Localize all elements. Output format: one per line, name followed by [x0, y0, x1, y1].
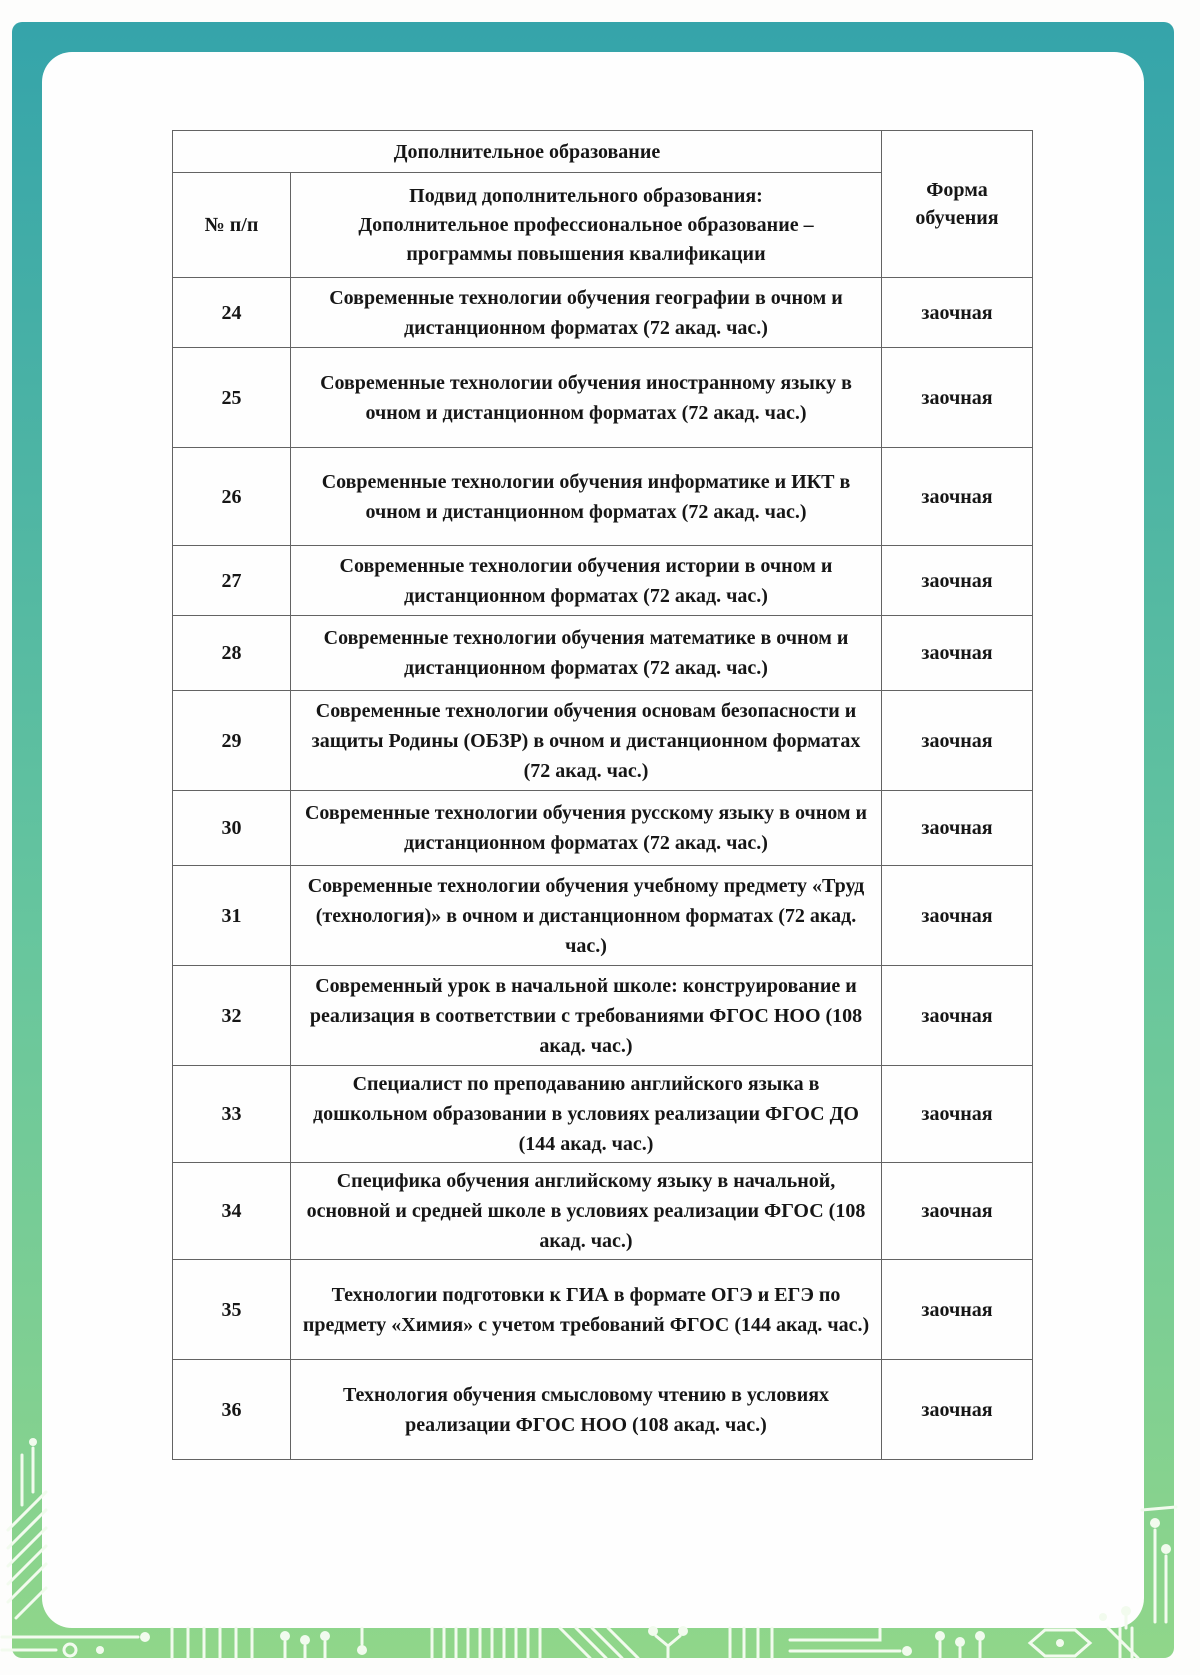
- row-number-cell: 31: [173, 866, 291, 966]
- education-programs-table: [172, 130, 1033, 1460]
- program-name-cell: Современные технологии обучения истории в очном и дистанционном форматах (72 акад. час.): [291, 546, 882, 616]
- column-header-form: [882, 131, 1033, 278]
- study-form-cell: заочная: [882, 1360, 1033, 1460]
- row-number-cell: 26: [173, 448, 291, 546]
- column-header-program: [291, 173, 882, 278]
- row-number-cell: 30: [173, 791, 291, 866]
- table-section-title: Дополнительное образование: [173, 131, 882, 173]
- study-form-cell: заочная: [882, 966, 1033, 1066]
- table-row: [173, 348, 1033, 448]
- study-form-cell: заочная: [882, 348, 1033, 448]
- table-row: [173, 448, 1033, 546]
- column-header-form-label: Форма обучения: [915, 179, 999, 229]
- row-number-cell: 33: [173, 1066, 291, 1163]
- column-header-num: № п/п: [173, 173, 291, 278]
- row-number-cell: 35: [173, 1260, 291, 1360]
- program-name-cell: Современные технологии обучения русскому языку в очном и дистанционном форматах (72 акад. час.): [291, 791, 882, 866]
- program-name-cell: Современные технологии обучения математике в очном и дистанционном форматах (72 акад. час.): [291, 616, 882, 691]
- program-name-cell: Современные технологии обучения информатике и ИКТ в очном и дистанционном форматах (72 акад. час.): [291, 448, 882, 546]
- program-name-cell: Современный урок в начальной школе: конструирование и реализация в соответствии с требованиями ФГОС НОО (108 акад. час.): [291, 966, 882, 1066]
- program-name-cell: Технологии подготовки к ГИА в формате ОГЭ и ЕГЭ по предмету «Химия» с учетом требований ФГОС (144 акад. час.): [291, 1260, 882, 1360]
- study-form-cell: заочная: [882, 1066, 1033, 1163]
- study-form-cell: заочная: [882, 866, 1033, 966]
- row-number-cell: 27: [173, 546, 291, 616]
- table-row: [173, 1066, 1033, 1163]
- table-row: [173, 791, 1033, 866]
- study-form-cell: заочная: [882, 691, 1033, 791]
- column-header-program-label: Подвид дополнительного образования: Дополнительное профессиональное образование – программы повышения квалификации: [358, 184, 814, 265]
- study-form-cell: заочная: [882, 1260, 1033, 1360]
- program-name-cell: Специфика обучения английскому языку в начальной, основной и средней школе в условиях реализации ФГОС (108 акад. час.): [291, 1163, 882, 1260]
- program-name-cell: Специалист по преподаванию английского языка в дошкольном образовании в условиях реализации ФГОС ДО (144 акад. час.): [291, 1066, 882, 1163]
- study-form-cell: заочная: [882, 791, 1033, 866]
- study-form-cell: заочная: [882, 616, 1033, 691]
- program-name-cell: Современные технологии обучения учебному предмету «Труд (технология)» в очном и дистанционном форматах (72 акад. час.): [291, 866, 882, 966]
- table-row: [173, 616, 1033, 691]
- study-form-cell: заочная: [882, 448, 1033, 546]
- row-number-cell: 25: [173, 348, 291, 448]
- study-form-cell: заочная: [882, 1163, 1033, 1260]
- row-number-cell: 29: [173, 691, 291, 791]
- table-row: [173, 546, 1033, 616]
- table-row: [173, 1163, 1033, 1260]
- program-name-cell: Современные технологии обучения иностранному языку в очном и дистанционном форматах (72 акад. час.): [291, 348, 882, 448]
- table-row: [173, 1360, 1033, 1460]
- row-number-cell: 24: [173, 278, 291, 348]
- table-row: [173, 866, 1033, 966]
- program-name-cell: Современные технологии обучения основам безопасности и защиты Родины (ОБЗР) в очном и дистанционном форматах (72 акад. час.): [291, 691, 882, 791]
- table-row: [173, 691, 1033, 791]
- study-form-cell: заочная: [882, 546, 1033, 616]
- table-title-row: [173, 131, 1033, 173]
- table-row: [173, 1260, 1033, 1360]
- row-number-cell: 34: [173, 1163, 291, 1260]
- program-name-cell: Современные технологии обучения географии в очном и дистанционном форматах (72 акад. час.): [291, 278, 882, 348]
- table-row: [173, 278, 1033, 348]
- study-form-cell: заочная: [882, 278, 1033, 348]
- row-number-cell: 28: [173, 616, 291, 691]
- program-name-cell: Технология обучения смысловому чтению в условиях реализации ФГОС НОО (108 акад. час.): [291, 1360, 882, 1460]
- table-row: [173, 966, 1033, 1066]
- row-number-cell: 36: [173, 1360, 291, 1460]
- row-number-cell: 32: [173, 966, 291, 1066]
